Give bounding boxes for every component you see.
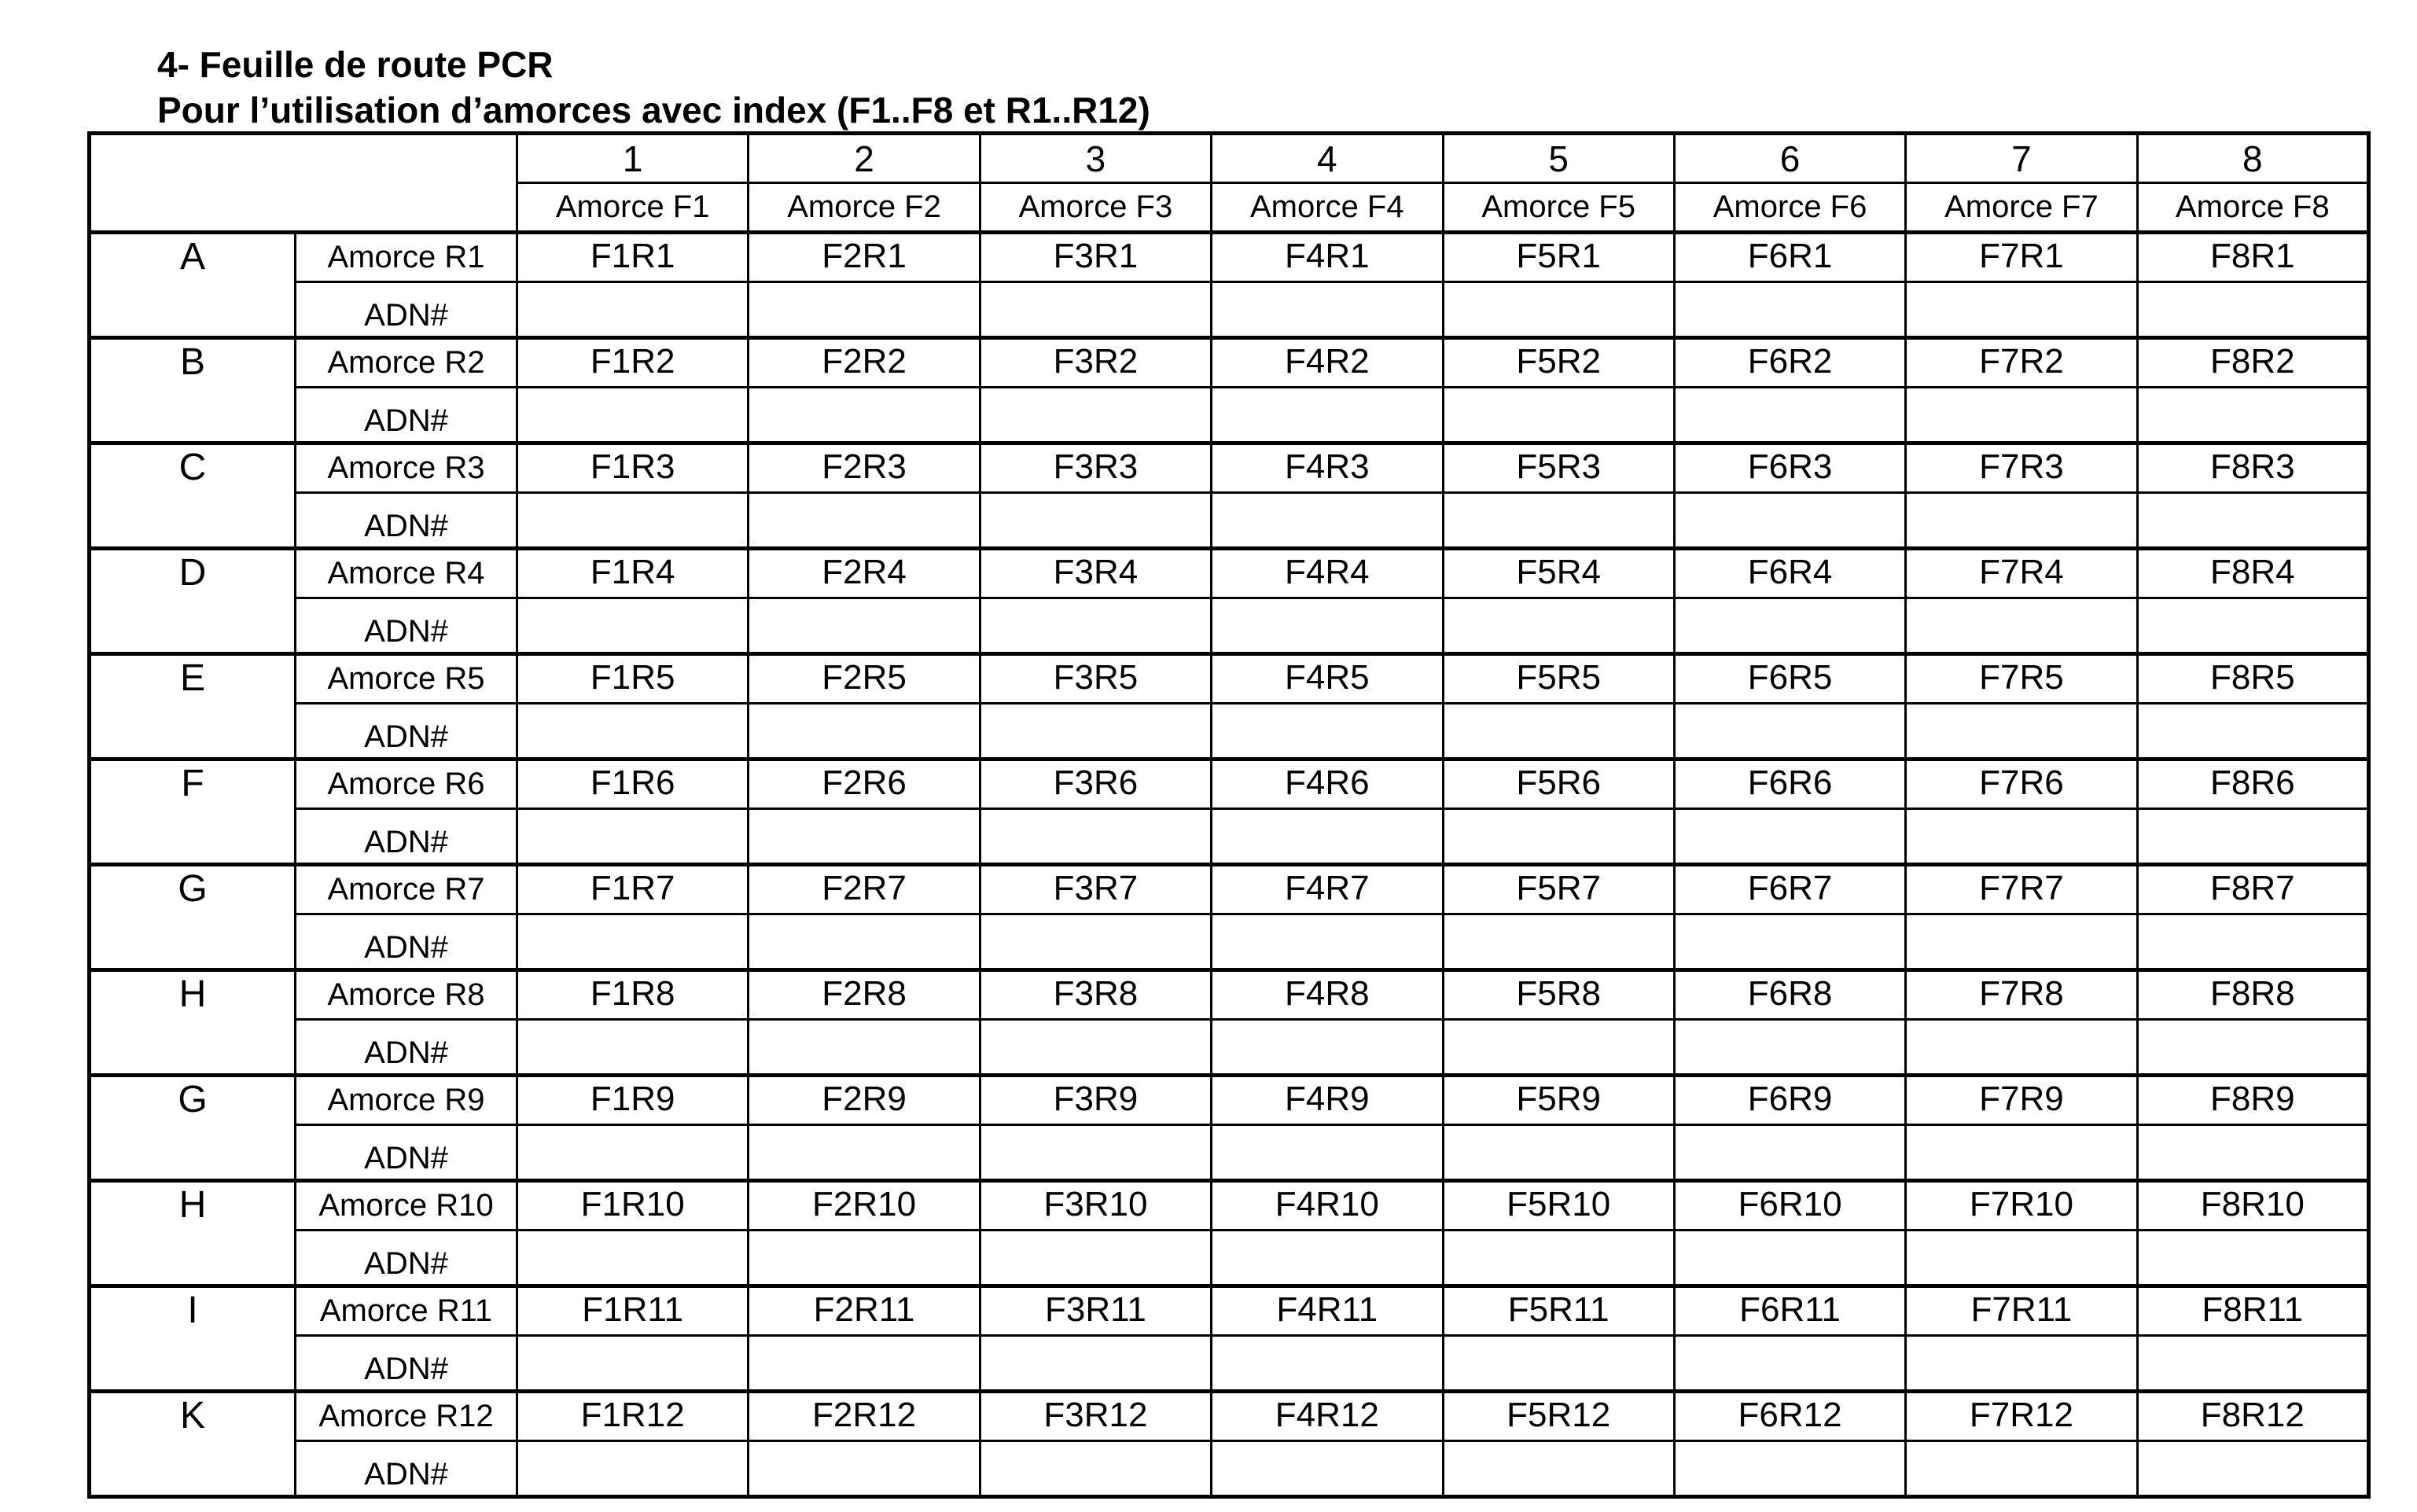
dna-entry-cell[interactable] (1906, 282, 2137, 338)
dna-entry-cell[interactable] (517, 1125, 749, 1181)
well-label: F6R4 (1674, 549, 1905, 598)
dna-entry-cell[interactable] (1212, 1231, 1443, 1286)
well-label: F7R10 (1906, 1181, 2137, 1231)
row-primer: Amorce R8 (296, 970, 517, 1020)
dna-row (90, 1020, 2369, 1076)
dna-entry-cell[interactable] (1443, 1125, 1674, 1181)
well-label: F5R3 (1443, 443, 1674, 493)
column-primer: Amorce F1 (517, 183, 749, 233)
dna-label: ADN# (296, 1020, 517, 1076)
column-primer: Amorce F3 (980, 183, 1211, 233)
pcr-roadmap-table (87, 131, 2371, 1499)
dna-entry-cell[interactable] (1212, 282, 1443, 338)
row-primer: Amorce R4 (296, 549, 517, 598)
dna-entry-cell[interactable] (1674, 1441, 1905, 1497)
dna-entry-cell[interactable] (1674, 1020, 1905, 1076)
dna-entry-cell[interactable] (517, 282, 749, 338)
row-primer: Amorce R10 (296, 1181, 517, 1231)
well-label: F8R11 (2137, 1286, 2368, 1336)
well-label: F4R2 (1212, 338, 1443, 388)
dna-row (90, 914, 2369, 970)
dna-entry-cell[interactable] (517, 704, 749, 760)
dna-entry-cell[interactable] (2137, 704, 2368, 760)
well-label: F7R9 (1906, 1076, 2137, 1125)
dna-entry-cell[interactable] (1212, 388, 1443, 443)
dna-entry-cell[interactable] (517, 1020, 749, 1076)
well-label: F5R10 (1443, 1181, 1674, 1231)
well-label: F8R6 (2137, 760, 2368, 809)
dna-entry-cell[interactable] (1443, 704, 1674, 760)
dna-entry-cell[interactable] (749, 704, 980, 760)
dna-entry-cell[interactable] (1443, 598, 1674, 654)
well-label: F1R1 (517, 233, 749, 282)
well-label: F8R10 (2137, 1181, 2368, 1231)
well-label: F8R2 (2137, 338, 2368, 388)
well-label: F4R4 (1212, 549, 1443, 598)
well-label: F7R5 (1906, 654, 2137, 704)
page-subtitle: Pour l’utilisation d’amorces avec index (F1..F8 et R1..R12) (157, 90, 1150, 131)
well-label: F8R1 (2137, 233, 2368, 282)
well-label: F1R2 (517, 338, 749, 388)
table-row (90, 865, 2369, 914)
dna-entry-cell[interactable] (2137, 388, 2368, 443)
dna-entry-cell[interactable] (1674, 914, 1905, 970)
dna-label: ADN# (296, 598, 517, 654)
table-row (90, 1392, 2369, 1441)
column-number: 3 (980, 134, 1211, 183)
dna-entry-cell[interactable] (980, 1441, 1211, 1497)
dna-row (90, 1441, 2369, 1497)
dna-entry-cell[interactable] (1674, 598, 1905, 654)
dna-entry-cell[interactable] (1674, 493, 1905, 549)
dna-entry-cell[interactable] (1443, 388, 1674, 443)
dna-entry-cell[interactable] (980, 282, 1211, 338)
table-row (90, 233, 2369, 282)
dna-entry-cell[interactable] (1674, 809, 1905, 865)
well-label: F6R3 (1674, 443, 1905, 493)
row-primer: Amorce R12 (296, 1392, 517, 1441)
well-label: F6R8 (1674, 970, 1905, 1020)
dna-entry-cell[interactable] (1906, 493, 2137, 549)
dna-entry-cell[interactable] (1443, 1231, 1674, 1286)
well-label: F1R3 (517, 443, 749, 493)
dna-entry-cell[interactable] (2137, 493, 2368, 549)
dna-entry-cell[interactable] (1906, 388, 2137, 443)
column-primer: Amorce F8 (2137, 183, 2368, 233)
dna-entry-cell[interactable] (749, 1020, 980, 1076)
dna-entry-cell[interactable] (749, 1231, 980, 1286)
row-letter: K (90, 1392, 296, 1497)
row-letter: E (90, 654, 296, 760)
dna-row (90, 493, 2369, 549)
well-label: F1R6 (517, 760, 749, 809)
dna-entry-cell[interactable] (1674, 704, 1905, 760)
well-label: F5R12 (1443, 1392, 1674, 1441)
well-label: F2R10 (749, 1181, 980, 1231)
dna-entry-cell[interactable] (517, 1441, 749, 1497)
dna-row (90, 598, 2369, 654)
dna-entry-cell[interactable] (517, 914, 749, 970)
column-number: 2 (749, 134, 980, 183)
dna-entry-cell[interactable] (980, 1125, 1211, 1181)
well-label: F1R11 (517, 1286, 749, 1336)
well-label: F2R7 (749, 865, 980, 914)
dna-entry-cell[interactable] (2137, 1020, 2368, 1076)
dna-entry-cell[interactable] (749, 1336, 980, 1392)
dna-label: ADN# (296, 282, 517, 338)
column-number: 5 (1443, 134, 1674, 183)
row-letter: F (90, 760, 296, 865)
well-label: F8R8 (2137, 970, 2368, 1020)
dna-entry-cell[interactable] (980, 1231, 1211, 1286)
well-label: F8R5 (2137, 654, 2368, 704)
well-label: F2R6 (749, 760, 980, 809)
well-label: F6R10 (1674, 1181, 1905, 1231)
dna-entry-cell[interactable] (1212, 914, 1443, 970)
well-label: F8R9 (2137, 1076, 2368, 1125)
well-label: F7R11 (1906, 1286, 2137, 1336)
dna-entry-cell[interactable] (749, 598, 980, 654)
dna-label: ADN# (296, 493, 517, 549)
row-primer: Amorce R5 (296, 654, 517, 704)
dna-entry-cell[interactable] (980, 1336, 1211, 1392)
dna-entry-cell[interactable] (517, 1231, 749, 1286)
well-label: F5R4 (1443, 549, 1674, 598)
well-label: F4R6 (1212, 760, 1443, 809)
well-label: F4R7 (1212, 865, 1443, 914)
table-row (90, 654, 2369, 704)
dna-entry-cell[interactable] (980, 388, 1211, 443)
dna-entry-cell[interactable] (2137, 809, 2368, 865)
row-letter: C (90, 443, 296, 549)
dna-entry-cell[interactable] (1674, 1336, 1905, 1392)
dna-entry-cell[interactable] (1212, 1441, 1443, 1497)
dna-entry-cell[interactable] (2137, 1441, 2368, 1497)
column-primer: Amorce F2 (749, 183, 980, 233)
well-label: F6R1 (1674, 233, 1905, 282)
well-label: F5R6 (1443, 760, 1674, 809)
dna-entry-cell[interactable] (1906, 1336, 2137, 1392)
well-label: F2R2 (749, 338, 980, 388)
dna-entry-cell[interactable] (1906, 1020, 2137, 1076)
dna-entry-cell[interactable] (749, 388, 980, 443)
well-label: F5R8 (1443, 970, 1674, 1020)
dna-entry-cell[interactable] (980, 598, 1211, 654)
dna-entry-cell[interactable] (1674, 282, 1905, 338)
well-label: F7R2 (1906, 338, 2137, 388)
row-primer: Amorce R9 (296, 1076, 517, 1125)
dna-entry-cell[interactable] (1906, 704, 2137, 760)
well-label: F7R6 (1906, 760, 2137, 809)
row-letter: H (90, 1181, 296, 1286)
well-label: F6R9 (1674, 1076, 1905, 1125)
table-row (90, 1076, 2369, 1125)
dna-entry-cell[interactable] (1212, 1125, 1443, 1181)
well-label: F4R9 (1212, 1076, 1443, 1125)
well-label: F2R12 (749, 1392, 980, 1441)
column-primer: Amorce F6 (1674, 183, 1905, 233)
dna-entry-cell[interactable] (1212, 598, 1443, 654)
dna-entry-cell[interactable] (1443, 1020, 1674, 1076)
well-label: F5R11 (1443, 1286, 1674, 1336)
dna-entry-cell[interactable] (1443, 282, 1674, 338)
dna-entry-cell[interactable] (1906, 598, 2137, 654)
dna-label: ADN# (296, 809, 517, 865)
dna-entry-cell[interactable] (980, 1020, 1211, 1076)
page-title: 4- Feuille de route PCR (157, 44, 554, 85)
dna-entry-cell[interactable] (1212, 493, 1443, 549)
column-number: 7 (1906, 134, 2137, 183)
well-label: F8R3 (2137, 443, 2368, 493)
well-label: F4R1 (1212, 233, 1443, 282)
well-label: F6R11 (1674, 1286, 1905, 1336)
column-number: 6 (1674, 134, 1905, 183)
dna-entry-cell[interactable] (1443, 914, 1674, 970)
dna-entry-cell[interactable] (1674, 1125, 1905, 1181)
well-label: F2R9 (749, 1076, 980, 1125)
dna-entry-cell[interactable] (517, 388, 749, 443)
well-label: F1R10 (517, 1181, 749, 1231)
well-label: F4R5 (1212, 654, 1443, 704)
well-label: F2R4 (749, 549, 980, 598)
well-label: F2R5 (749, 654, 980, 704)
dna-entry-cell[interactable] (749, 914, 980, 970)
dna-entry-cell[interactable] (1674, 388, 1905, 443)
dna-entry-cell[interactable] (980, 914, 1211, 970)
well-label: F1R5 (517, 654, 749, 704)
well-label: F4R11 (1212, 1286, 1443, 1336)
well-label: F5R7 (1443, 865, 1674, 914)
well-label: F2R1 (749, 233, 980, 282)
dna-entry-cell[interactable] (2137, 1336, 2368, 1392)
row-letter: B (90, 338, 296, 443)
well-label: F3R7 (980, 865, 1211, 914)
dna-entry-cell[interactable] (1212, 704, 1443, 760)
dna-row (90, 388, 2369, 443)
well-label: F3R5 (980, 654, 1211, 704)
table-row (90, 760, 2369, 809)
well-label: F3R2 (980, 338, 1211, 388)
column-primer: Amorce F4 (1212, 183, 1443, 233)
dna-entry-cell[interactable] (1906, 1125, 2137, 1181)
well-label: F5R1 (1443, 233, 1674, 282)
well-label: F3R11 (980, 1286, 1211, 1336)
dna-row (90, 1125, 2369, 1181)
row-letter: G (90, 1076, 296, 1181)
table-row (90, 549, 2369, 598)
well-label: F7R8 (1906, 970, 2137, 1020)
row-letter: G (90, 865, 296, 970)
well-label: F3R12 (980, 1392, 1211, 1441)
dna-entry-cell[interactable] (749, 1441, 980, 1497)
well-label: F6R6 (1674, 760, 1905, 809)
well-label: F1R9 (517, 1076, 749, 1125)
well-label: F4R8 (1212, 970, 1443, 1020)
well-label: F3R3 (980, 443, 1211, 493)
table-row (90, 970, 2369, 1020)
row-primer: Amorce R7 (296, 865, 517, 914)
column-number: 4 (1212, 134, 1443, 183)
dna-entry-cell[interactable] (1443, 1441, 1674, 1497)
well-label: F1R12 (517, 1392, 749, 1441)
row-letter: I (90, 1286, 296, 1392)
well-label: F8R4 (2137, 549, 2368, 598)
dna-entry-cell[interactable] (2137, 1231, 2368, 1286)
dna-entry-cell[interactable] (2137, 914, 2368, 970)
well-label: F7R3 (1906, 443, 2137, 493)
well-label: F1R7 (517, 865, 749, 914)
column-primer: Amorce F5 (1443, 183, 1674, 233)
dna-entry-cell[interactable] (2137, 598, 2368, 654)
dna-entry-cell[interactable] (749, 493, 980, 549)
well-label: F7R7 (1906, 865, 2137, 914)
well-label: F4R3 (1212, 443, 1443, 493)
row-letter: A (90, 233, 296, 338)
row-primer: Amorce R1 (296, 233, 517, 282)
well-label: F3R6 (980, 760, 1211, 809)
dna-entry-cell[interactable] (749, 809, 980, 865)
dna-label: ADN# (296, 1125, 517, 1181)
dna-label: ADN# (296, 388, 517, 443)
row-primer: Amorce R6 (296, 760, 517, 809)
table-row (90, 1286, 2369, 1336)
well-label: F6R5 (1674, 654, 1905, 704)
dna-row (90, 809, 2369, 865)
well-label: F5R5 (1443, 654, 1674, 704)
dna-label: ADN# (296, 704, 517, 760)
dna-entry-cell[interactable] (1443, 493, 1674, 549)
dna-entry-cell[interactable] (517, 1336, 749, 1392)
dna-entry-cell[interactable] (749, 282, 980, 338)
well-label: F2R3 (749, 443, 980, 493)
dna-entry-cell[interactable] (1212, 809, 1443, 865)
dna-row (90, 704, 2369, 760)
well-label: F7R12 (1906, 1392, 2137, 1441)
dna-entry-cell[interactable] (1674, 1231, 1905, 1286)
dna-entry-cell[interactable] (1443, 1336, 1674, 1392)
row-letter: H (90, 970, 296, 1076)
dna-entry-cell[interactable] (980, 704, 1211, 760)
dna-row (90, 282, 2369, 338)
dna-entry-cell[interactable] (749, 1125, 980, 1181)
well-label: F8R12 (2137, 1392, 2368, 1441)
dna-entry-cell[interactable] (2137, 1125, 2368, 1181)
dna-entry-cell[interactable] (2137, 282, 2368, 338)
dna-entry-cell[interactable] (517, 493, 749, 549)
well-label: F1R8 (517, 970, 749, 1020)
dna-row (90, 1231, 2369, 1286)
row-primer: Amorce R2 (296, 338, 517, 388)
well-label: F1R4 (517, 549, 749, 598)
dna-entry-cell[interactable] (1212, 1336, 1443, 1392)
dna-entry-cell[interactable] (980, 809, 1211, 865)
well-label: F4R12 (1212, 1392, 1443, 1441)
well-label: F3R8 (980, 970, 1211, 1020)
well-label: F4R10 (1212, 1181, 1443, 1231)
well-label: F6R2 (1674, 338, 1905, 388)
well-label: F8R7 (2137, 865, 2368, 914)
dna-row (90, 1336, 2369, 1392)
dna-entry-cell[interactable] (980, 493, 1211, 549)
dna-entry-cell[interactable] (1906, 914, 2137, 970)
dna-entry-cell[interactable] (1906, 1441, 2137, 1497)
well-label: F6R12 (1674, 1392, 1905, 1441)
well-label: F3R9 (980, 1076, 1211, 1125)
header-row-numbers (90, 134, 2369, 183)
dna-label: ADN# (296, 1441, 517, 1497)
dna-label: ADN# (296, 1231, 517, 1286)
dna-entry-cell[interactable] (1212, 1020, 1443, 1076)
table-row (90, 1181, 2369, 1231)
dna-label: ADN# (296, 914, 517, 970)
dna-entry-cell[interactable] (517, 598, 749, 654)
well-label: F3R4 (980, 549, 1211, 598)
well-label: F5R9 (1443, 1076, 1674, 1125)
dna-entry-cell[interactable] (1906, 1231, 2137, 1286)
dna-entry-cell[interactable] (517, 809, 749, 865)
well-label: F2R8 (749, 970, 980, 1020)
dna-label: ADN# (296, 1336, 517, 1392)
well-label: F3R1 (980, 233, 1211, 282)
well-label: F2R11 (749, 1286, 980, 1336)
table-row (90, 338, 2369, 388)
column-number: 1 (517, 134, 749, 183)
well-label: F7R4 (1906, 549, 2137, 598)
corner-cell (90, 134, 517, 233)
dna-entry-cell[interactable] (1443, 809, 1674, 865)
table-row (90, 443, 2369, 493)
row-primer: Amorce R11 (296, 1286, 517, 1336)
well-label: F3R10 (980, 1181, 1211, 1231)
well-label: F5R2 (1443, 338, 1674, 388)
column-number: 8 (2137, 134, 2368, 183)
row-letter: D (90, 549, 296, 654)
column-primer: Amorce F7 (1906, 183, 2137, 233)
dna-entry-cell[interactable] (1906, 809, 2137, 865)
well-label: F7R1 (1906, 233, 2137, 282)
well-label: F6R7 (1674, 865, 1905, 914)
row-primer: Amorce R3 (296, 443, 517, 493)
